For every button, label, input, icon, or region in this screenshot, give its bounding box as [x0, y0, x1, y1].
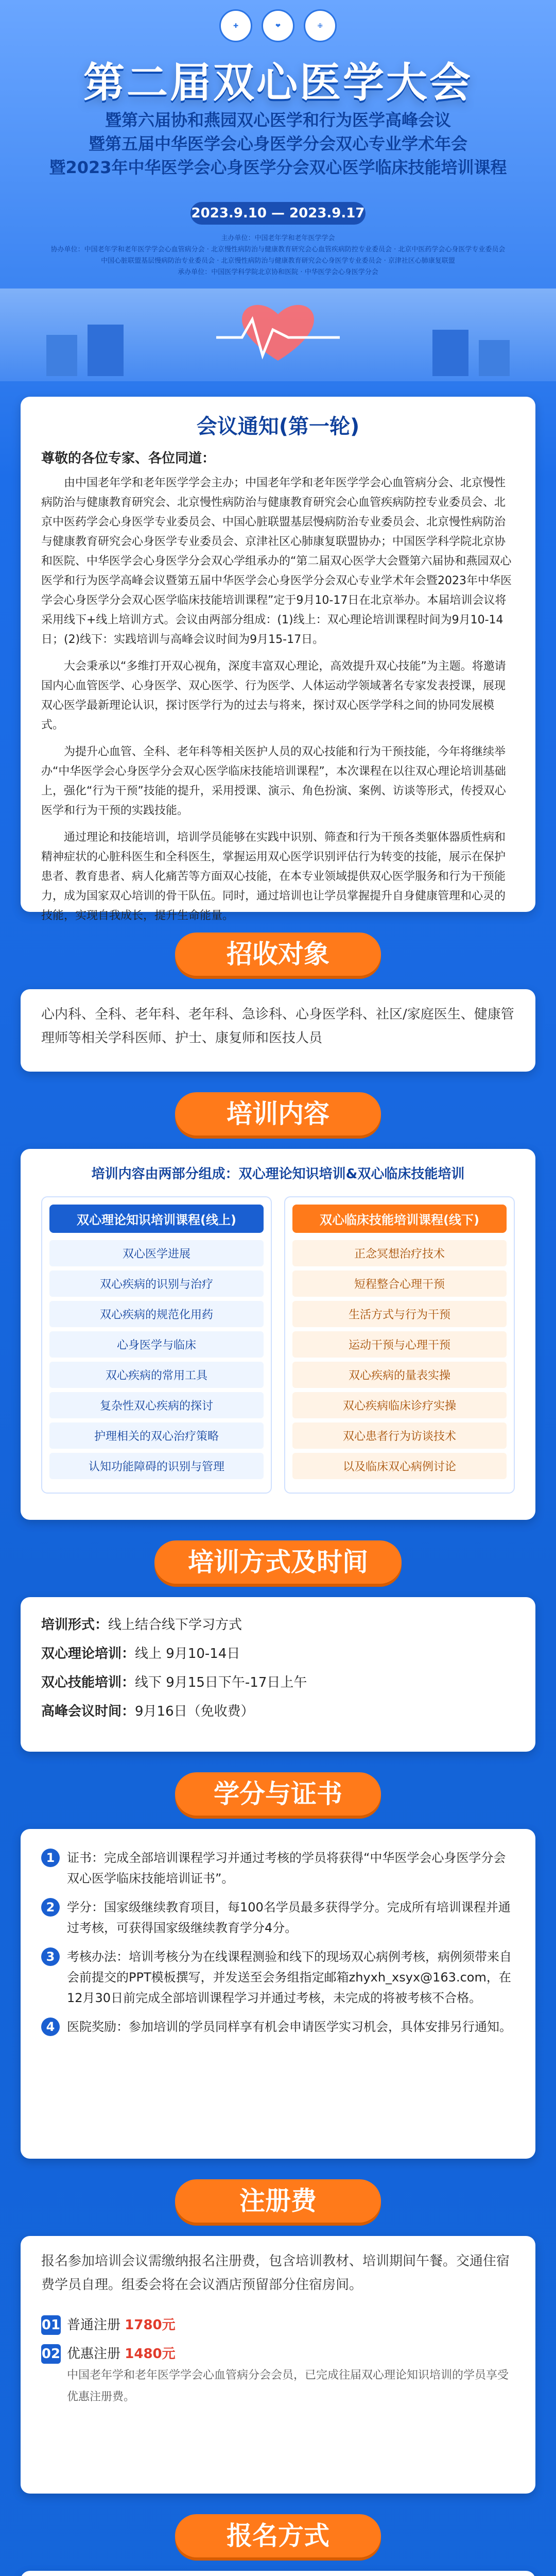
- format-key-3: 双心技能培训：: [41, 1675, 135, 1690]
- format-key-1: 培训形式：: [41, 1617, 109, 1633]
- credit-text-3: 考核办法：培训考核分为在线课程测验和线下的现场双心病例考核，病例须带来自会前提交的PPT模板撰写，并发送至会务组指定邮箱zhyxh_xsyx@163.com，在12月30日前完成全部培训课程学习并通过考核，未完成的将被考核不合格。: [67, 1950, 512, 2005]
- skills-item-6: 双心疾病临床诊疗实操: [292, 1392, 507, 1418]
- fee-intro: 报名参加培训会议需缴纳报名注册费，包含培训教材、培训期间午餐。交通住宿费学员自理。组委会将在会议酒店预留部分住宿房间。: [41, 2253, 510, 2293]
- fee-header: 注册费: [175, 2179, 381, 2223]
- theory-item-8: 认知功能障碍的识别与管理: [49, 1453, 264, 1479]
- fee-price-1: 1780元: [125, 2317, 176, 2333]
- format-row-2: [21, 1639, 535, 1668]
- logo-row: [0, 9, 556, 42]
- notice-paragraph-4: 通过理论和技能培训，培训学员能够在实践中识别、筛查和行为干预各类躯体器质性病和精神症状的心脏科医生和全科医生，掌握运用双心医学识别评估行为转变的技能，展示在保护患者、教育患者、病人化痛苦等方面双心技能，在本专业领域提供双心医学服务和行为干预能力，成为国家双心培训的骨干队伍。同时，通过培训也让学员掌握提升自身健康管理和心灵的技能，实现自我成长，提升生命能量。: [41, 831, 506, 922]
- training-col-theory: [41, 1196, 272, 1494]
- training-subtitle: 培训内容由两部分组成：双心理论知识培训&双心临床技能培训: [91, 1166, 465, 1182]
- fee-num-2: 02: [41, 2344, 61, 2364]
- credit-num-4: 4: [41, 2018, 60, 2036]
- fee-price-2: 1480元: [125, 2346, 176, 2362]
- notice-title: 会议通知(第一轮): [196, 415, 360, 438]
- theory-item-3: 双心疾病的规范化用药: [49, 1301, 264, 1327]
- credit-card: [21, 1829, 535, 2159]
- training-columns: [21, 1196, 535, 1494]
- theory-item-1: 双心医学进展: [49, 1240, 264, 1266]
- credit-item-3: [21, 1946, 535, 2008]
- format-val-4: 9月16日（免收费）: [135, 1704, 254, 1719]
- format-row-3: [21, 1668, 535, 1697]
- format-card: [21, 1597, 535, 1752]
- credit-text-2: 学分：国家级继续教育项目，每100名学员最多获得学分。完成所有培训课程并通过考核，可获得国家级继续教育学分4分。: [67, 1900, 511, 1935]
- cross-logo-icon: ✙: [304, 9, 337, 42]
- training-card: [21, 1149, 535, 1520]
- fee-card: [21, 2236, 535, 2494]
- host-list: [21, 233, 535, 278]
- fee-item-1: [41, 2314, 515, 2336]
- theory-item-4: 心身医学与临床: [49, 1331, 264, 1358]
- format-val-2: 线上 9月10-14日: [135, 1646, 240, 1662]
- host-line-3: 中国心脏联盟基层慢病防治专业委员会 · 北京慢性病防治与健康教育研究会心身医学专业委员会 · 京津社区心肺康复联盟: [101, 257, 455, 265]
- date-pill: 2023.9.10 — 2023.9.17: [190, 202, 366, 225]
- training-col-skills-head: 双心临床技能培训课程(线下): [292, 1205, 507, 1233]
- credit-num-2: 2: [41, 1898, 60, 1917]
- skills-item-8: 以及临床双心病例讨论: [292, 1453, 507, 1479]
- skills-item-4: 运动干预与心理干预: [292, 1331, 507, 1358]
- credit-num-1: 1: [41, 1849, 60, 1867]
- credit-num-3: 3: [41, 1947, 60, 1966]
- notice-paragraph-1: 由中国老年学和老年医学学会主办；中国老年学和老年医学学会心血管病分会、北京慢性病防治与健康教育研究会、北京慢性病防治与健康教育研究会心血管疾病防控专业委员会、北京中医药学会心身医学专业委员会、中国心脏联盟基层慢病防治专业委员会、北京慢性病防治与健康教育研究会心身医学专业委员会、京津社区心肺康复联盟协办；中国医学科学院北京协和医院、中华医学会心身医学分会双心学组承办的“第二届双心医学大会暨第六届协和燕园双心医学和行为医学高峰会议暨第五届中华医学会心身医学分会双心专业学术年会暨2023年中华医学会心身医学分会双心医学临床技能培训课程”定于9月10-17日在北京举办。本届培训会议将采用线下+线上培训方式。会议由两部分组成：(1)线上：双心理论培训课程时间为9月10-14日；(2)线下：实践培训与高峰会议时间为9月15-17日。: [41, 477, 512, 646]
- format-row-4: [21, 1697, 535, 1726]
- notice-paragraph-2: 大会秉承以“多维打开双心视角，深度丰富双心理论，高效提升双心技能”为主题。将邀请国内心血管医学、心身医学、双心医学、行为医学、人体运动学领域著名专家发表授课，展现双心医学最新理论认识，探讨医学行为的过去与将来，探讨双心医学学科之间的协同发展模式。: [41, 660, 506, 732]
- format-header: 培训方式及时间: [154, 1540, 402, 1584]
- credit-text-1: 证书：完成全部培训课程学习并通过考核的学员将获得“中华医学会心身医学分会双心医学临床技能培训证书”。: [67, 1851, 506, 1886]
- notice-greeting: 尊敬的各位专家、各位同道：: [41, 451, 216, 466]
- host-line-4: 承办单位：中国医学科学院北京协和医院 · 中华医学会心身医学分会: [178, 268, 378, 276]
- fee-num-1: 01: [41, 2315, 61, 2335]
- register-header: 报名方式: [175, 2514, 381, 2557]
- notice-text: [21, 447, 535, 926]
- skills-item-2: 短程整合心理干预: [292, 1270, 507, 1297]
- credit-text-4: 医院奖励：参加培训的学员同样享有机会申请医学实习机会，具体安排另行通知。: [67, 2020, 512, 2034]
- format-key-4: 高峰会议时间：: [41, 1704, 135, 1719]
- skills-item-5: 双心疾病的量表实操: [292, 1362, 507, 1388]
- format-val-1: 线上结合线下学习方式: [108, 1617, 242, 1633]
- fee-item-2: [41, 2343, 515, 2408]
- fee-label-1: 普通注册: [67, 2317, 121, 2333]
- theory-item-2: 双心疾病的识别与治疗: [49, 1270, 264, 1297]
- format-row-1: [21, 1611, 535, 1639]
- training-col-theory-head: 双心理论知识培训课程(线上): [49, 1205, 264, 1233]
- subtitle-1: 暨第六届协和燕园双心医学和行为医学高峰会议: [105, 110, 451, 130]
- recruit-text: 心内科、全科、老年科、老年科、急诊科、心身医学科、社区/家庭医生、健康管理师等相关学科医师、护士、康复师和医技人员: [41, 1007, 514, 1046]
- credit-header: 学分与证书: [175, 1772, 381, 1816]
- training-header: 培训内容: [175, 1092, 381, 1136]
- theory-item-7: 护理相关的双心治疗策略: [49, 1422, 264, 1449]
- register-card: [21, 2571, 535, 2576]
- format-val-3: 线下 9月15日下午-17日上午: [135, 1675, 307, 1690]
- hero-subtitles: [31, 108, 525, 179]
- subtitle-3: 暨2023年中华医学会心身医学分会双心医学临床技能培训课程: [49, 158, 507, 177]
- recruit-header: 招收对象: [175, 933, 381, 976]
- credit-item-1: [21, 1848, 535, 1889]
- skills-item-7: 双心患者行为访谈技术: [292, 1422, 507, 1449]
- subtitle-2: 暨第五届中华医学会心身医学分会双心专业学术年会: [88, 134, 467, 154]
- skills-item-1: 正念冥想治疗技术: [292, 1240, 507, 1266]
- notice-paragraph-3: 为提升心血管、全科、老年科等相关医护人员的双心技能和行为干预技能，今年将继续举办“中华医学会心身医学分会双心医学临床技能培训课程”，本次课程在以往双心理论培训基础上，强化“行为干预”技能的提升，采用授课、演示、角色扮演、案例、访谈等形式，传授双心医学和行为干预的实践技能。: [41, 745, 506, 817]
- hero-illustration: [0, 289, 556, 381]
- skills-item-3: 生活方式与行为干预: [292, 1301, 507, 1327]
- hero-title: 第二届双心医学大会: [83, 59, 473, 107]
- recruit-card: [21, 989, 535, 1072]
- host-line-1: 主办单位：中国老年学和老年医学学会: [221, 234, 335, 242]
- credit-item-4: [21, 2016, 535, 2037]
- host-line-2: 协办单位：中国老年学和老年医学学会心血管病分会 · 北京慢性病防治与健康教育研究会心血管疾病防控专业委员会 · 北京中医药学会心身医学专业委员会: [50, 246, 506, 253]
- theory-item-6: 复杂性双心疾病的探讨: [49, 1392, 264, 1418]
- theory-item-5: 双心疾病的常用工具: [49, 1362, 264, 1388]
- format-key-2: 双心理论培训：: [41, 1646, 135, 1662]
- notice-card: [21, 397, 535, 922]
- fee-note-2: 中国老年学和老年医学学会心血管病分会会员，已完成往届双心理论知识培训的学员享受优惠注册费。: [67, 2369, 509, 2403]
- fee-label-2: 优惠注册: [67, 2346, 121, 2362]
- training-col-skills: [284, 1196, 515, 1494]
- credit-item-2: [21, 1897, 535, 1938]
- hospital-logo-icon: ✚: [219, 9, 252, 42]
- association-logo-icon: ❤: [262, 9, 294, 42]
